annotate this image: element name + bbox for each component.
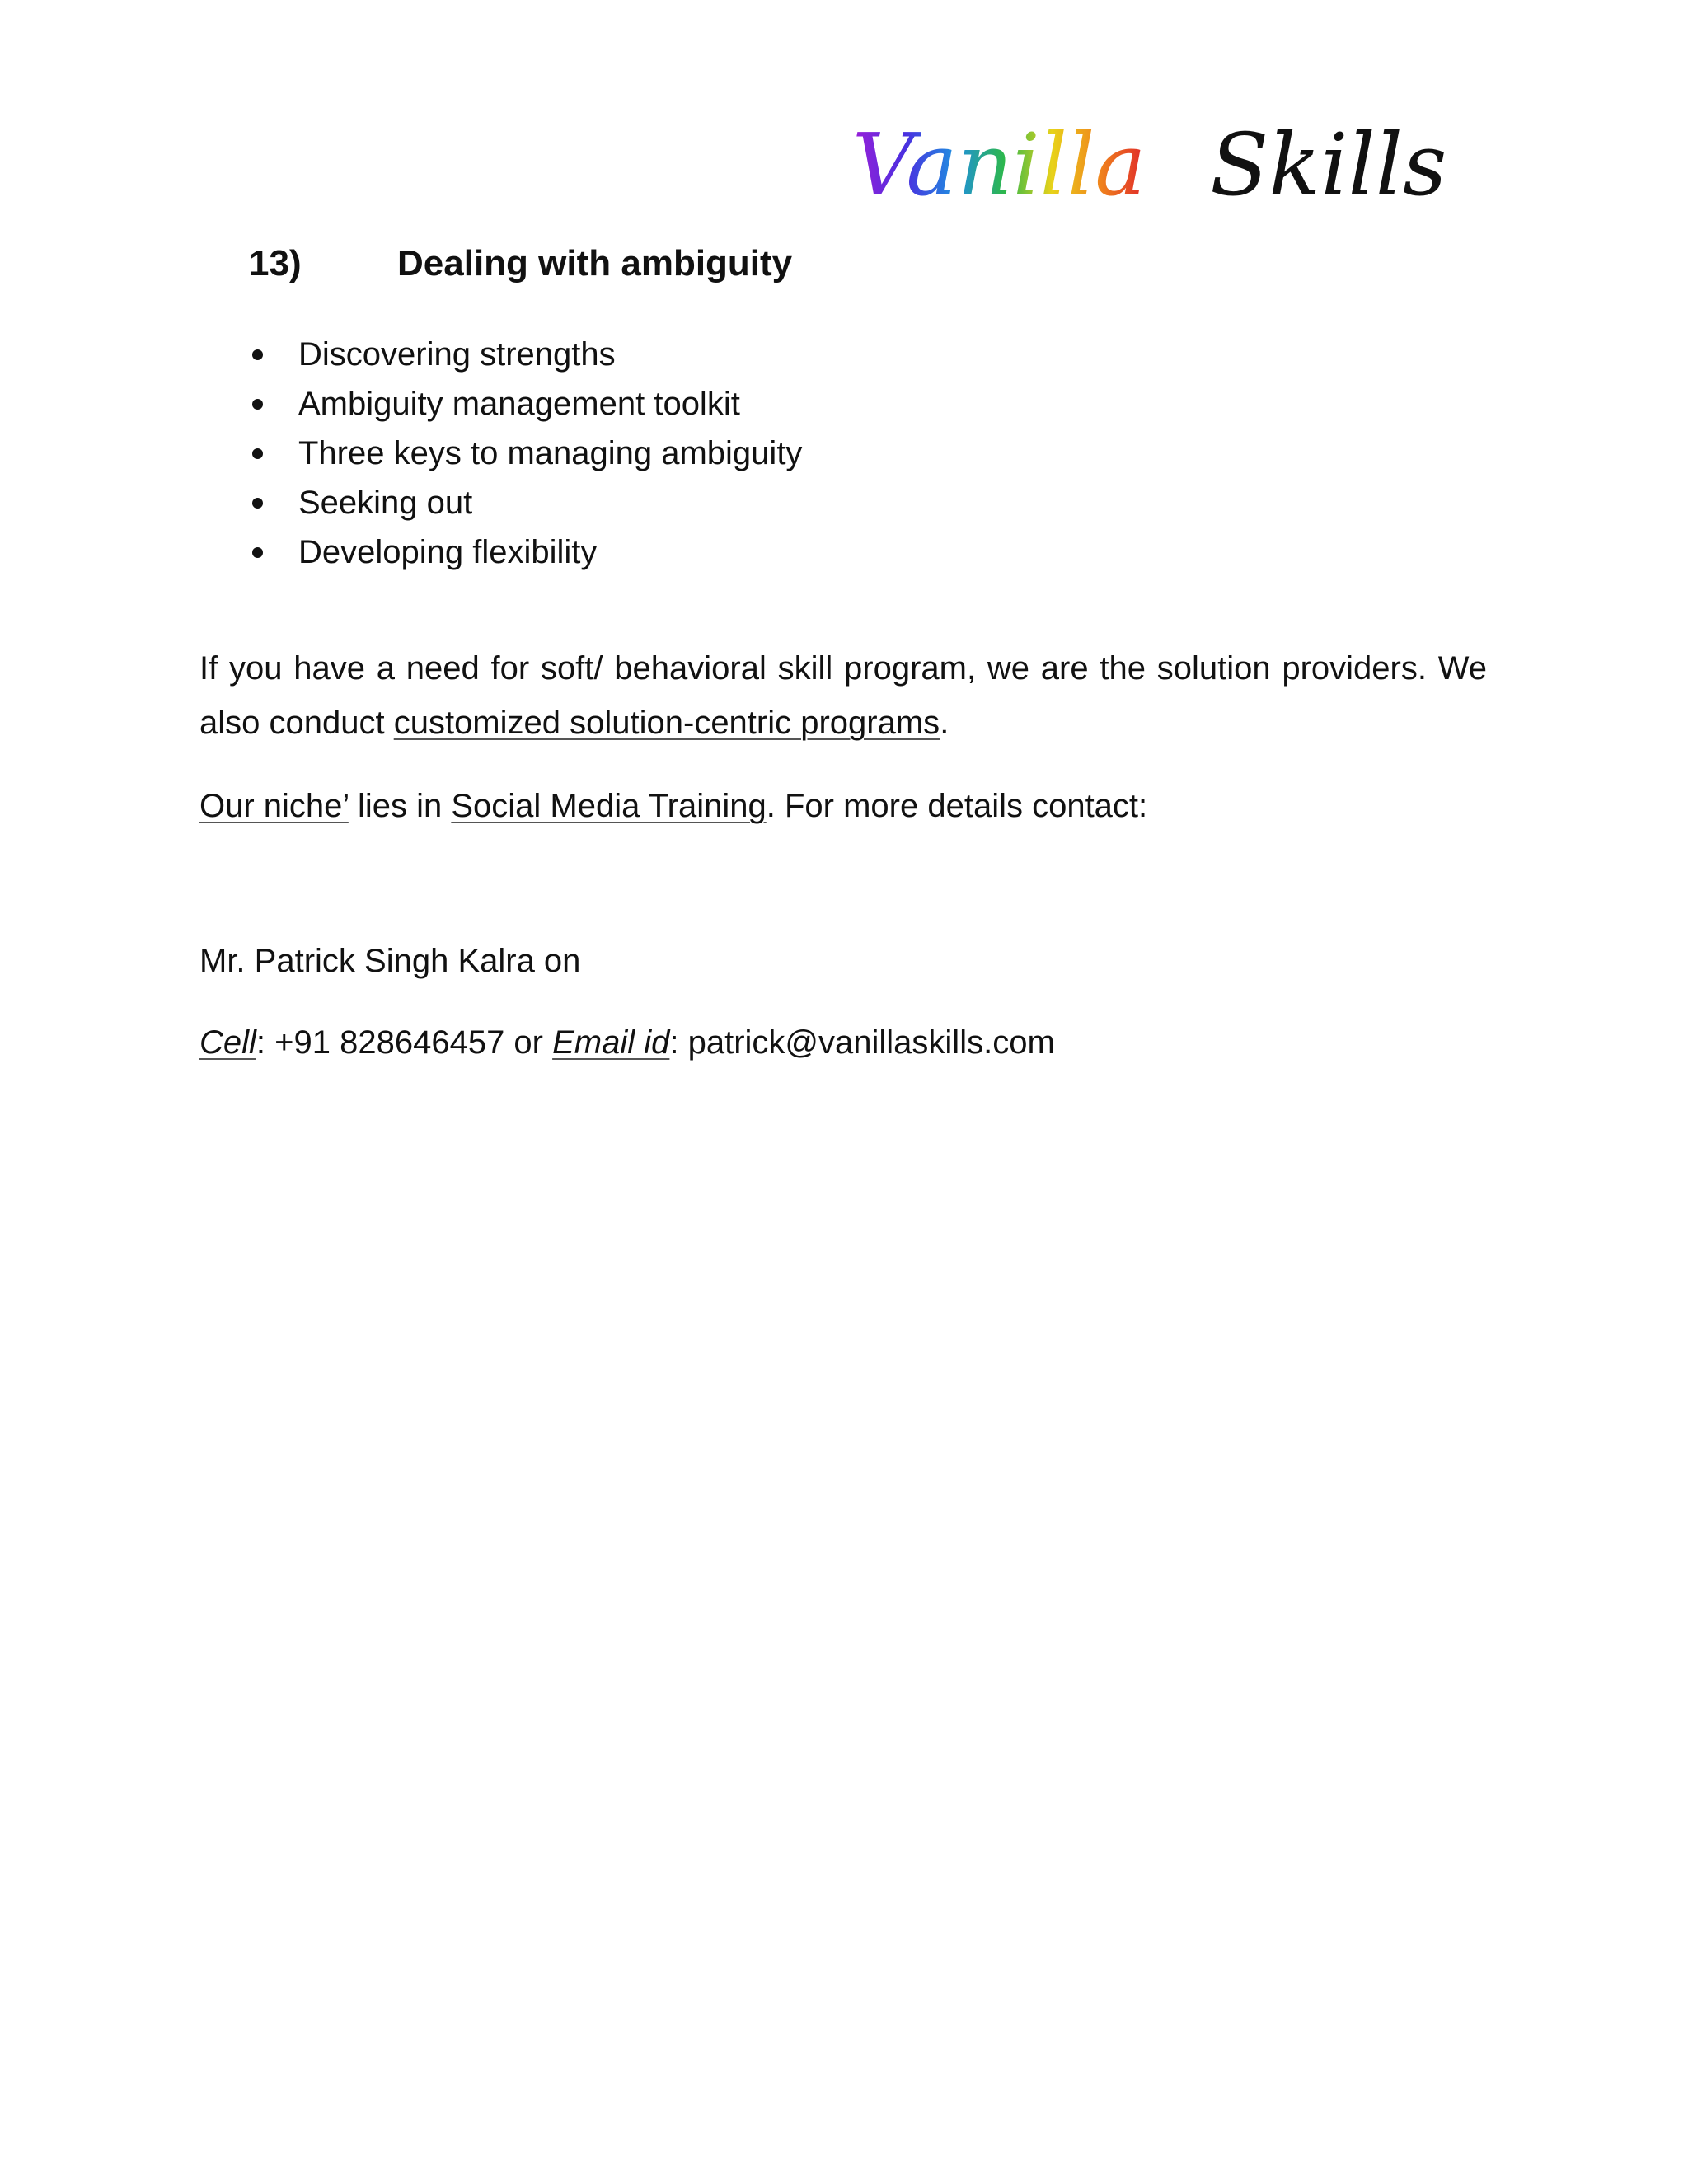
bullet-icon xyxy=(252,448,263,459)
section-number: 13) xyxy=(249,243,302,284)
list-item xyxy=(249,527,802,577)
contact-details xyxy=(199,1015,1487,1070)
cell-label[interactable]: Cell xyxy=(199,1024,256,1061)
list-item-text: Discovering strengths xyxy=(298,336,616,373)
vanilla-skills-logo xyxy=(849,115,1475,223)
list-item xyxy=(249,379,802,429)
customized-programs-link[interactable]: customized solution-centric programs xyxy=(393,705,940,741)
intro-text-end: . xyxy=(940,705,950,741)
intro-text: If you have a need for soft/ behavioral skill program, we are the solution providers. We also conduct xyxy=(199,650,1487,741)
cell-value: : +91 828646457 or xyxy=(256,1024,553,1061)
list-item xyxy=(249,429,802,478)
logo-word-vanilla: Vanilla xyxy=(852,115,1146,215)
logo-word-skills: Skills xyxy=(1210,115,1447,215)
list-item-text: Ambiguity management toolkit xyxy=(298,386,740,422)
bullet-icon xyxy=(252,349,263,360)
social-media-training-link[interactable]: Social Media Training xyxy=(451,788,767,824)
topic-list xyxy=(249,330,802,577)
niche-text: lies in xyxy=(348,788,452,824)
list-item-text: Developing flexibility xyxy=(298,534,598,570)
niche-paragraph xyxy=(199,779,1487,833)
bullet-icon xyxy=(252,498,263,509)
list-item xyxy=(249,478,802,527)
section-heading xyxy=(249,239,792,288)
email-value: : patrick@vanillaskills.com xyxy=(669,1024,1055,1061)
our-niche-link[interactable]: Our niche’ xyxy=(199,788,349,824)
intro-paragraph xyxy=(199,641,1487,750)
contact-name xyxy=(199,934,1487,988)
list-item xyxy=(249,330,802,379)
contact-name-text: Mr. Patrick Singh Kalra on xyxy=(199,943,581,979)
list-item-text: Seeking out xyxy=(298,485,473,521)
list-item-text: Three keys to managing ambiguity xyxy=(298,435,803,471)
email-label[interactable]: Email id xyxy=(552,1024,670,1061)
bullet-icon xyxy=(252,399,263,410)
section-title: Dealing with ambiguity xyxy=(397,243,793,284)
bullet-icon xyxy=(252,547,263,558)
niche-text-end: . For more details contact: xyxy=(766,788,1148,824)
